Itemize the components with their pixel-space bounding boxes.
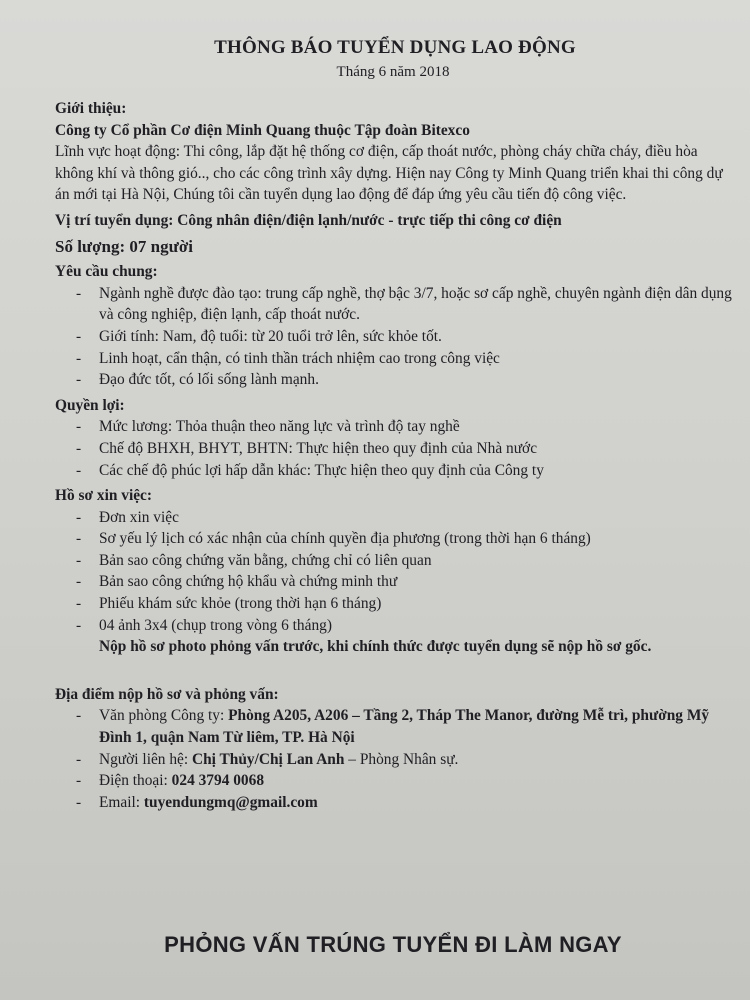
list-item: - Bản sao công chứng văn bằng, chứng chỉ có liên quan (55, 550, 735, 572)
requirements-heading: Yêu cầu chung: (55, 263, 158, 281)
contact-person: Chị Thủy/Chị Lan Anh (192, 750, 345, 768)
intro-paragraph: Lĩnh vực hoạt động: Thi công, lắp đặt hệ thống cơ điện, cấp thoát nước, phòng cháy chữa cháy, điều hòa không khí và thông gió.., cho các công trình xây dựng. Hiện nay Công ty Minh Quang triển khai thi công dự án mới tại Hà Nội, Chúng tôi cần tuyển dụng lao động để đáp ứng yêu cầu tiến độ công việc. (55, 143, 723, 204)
document-date: Tháng 6 năm 2018 (336, 64, 450, 80)
phone-number: 024 3794 0068 (171, 772, 265, 790)
contact-department: – Phòng Nhân sự. (344, 750, 459, 768)
list-item: - Các chế độ phúc lợi hấp dẫn khác: Thực hiện theo quy định của Công ty (55, 460, 735, 482)
footer-slogan: PHỎNG VẤN TRÚNG TUYỂN ĐI LÀM NGAY (164, 932, 622, 957)
benefits-list (55, 416, 735, 481)
office-item (55, 705, 735, 748)
list-item: - Sơ yếu lý lịch có xác nhận của chính quyền địa phương (trong thời hạn 6 tháng) (55, 528, 735, 550)
document-title: THÔNG BÁO TUYỂN DỤNG LAO ĐỘNG (214, 37, 576, 58)
list-item: - Chế độ BHXH, BHYT, BHTN: Thực hiện theo quy định của Nhà nước (55, 438, 735, 460)
company-name: Công ty Cổ phần Cơ điện Minh Quang thuộc Tập đoàn Bitexco (55, 121, 470, 139)
list-item: - 04 ảnh 3x4 (chụp trong vòng 6 tháng) (55, 615, 735, 637)
list-item: - Mức lương: Thỏa thuận theo năng lực và trình độ tay nghề (55, 416, 735, 438)
requirements-list (55, 283, 735, 391)
email-address: tuyendungmq@gmail.com (143, 793, 318, 811)
list-item: - Bản sao công chứng hộ khẩu và chứng minh thư (55, 571, 735, 593)
email-label: Email: (99, 793, 144, 811)
contact-list (55, 705, 735, 813)
list-item: - Đạo đức tốt, có lối sống lành mạnh. (55, 369, 735, 391)
list-item: - Linh hoạt, cẩn thận, có tinh thần trách nhiệm cao trong công việc (55, 348, 735, 370)
contact-item (55, 749, 735, 771)
quantity-label: Số lượng: (55, 236, 130, 256)
list-item: - Ngành nghề được đào tạo: trung cấp nghề, thợ bậc 3/7, hoặc sơ cấp nghề, chuyên ngành điện dân dụng và công nghiệp, điện lạnh, cấp thoát nước. (55, 283, 735, 326)
email-item (55, 792, 735, 814)
list-item: - Phiếu khám sức khỏe (trong thời hạn 6 tháng) (55, 593, 735, 615)
list-item: - Đơn xin việc (55, 507, 735, 529)
office-address: Phòng A205, A206 – Tầng 2, Tháp The Manor, đường Mễ trì, phường Mỹ Đình 1, quận Nam Từ liêm, TP. Hà Nội (99, 707, 710, 747)
position-line: Vị trí tuyển dụng: Công nhân điện/điện lạnh/nước - trực tiếp thi công cơ điện (55, 211, 562, 229)
list-item: - Giới tính: Nam, độ tuổi: từ 20 tuổi trở lên, sức khỏe tốt. (55, 326, 735, 348)
contact-label: Người liên hệ: (99, 750, 192, 768)
intro-heading: Giới thiệu: (55, 100, 127, 117)
documents-heading: Hồ sơ xin việc: (55, 487, 153, 505)
location-heading: Địa điểm nộp hồ sơ và phỏng vấn: (55, 685, 279, 703)
office-label: Văn phòng Công ty: (99, 707, 229, 725)
documents-note: Nộp hồ sơ photo phỏng vấn trước, khi chính thức được tuyển dụng sẽ nộp hồ sơ gốc. (99, 638, 652, 656)
documents-list (55, 507, 735, 637)
benefits-heading: Quyền lợi: (55, 396, 125, 414)
phone-label: Điện thoại: (99, 772, 172, 790)
phone-item (55, 770, 735, 792)
quantity-line (55, 236, 735, 258)
document-body (55, 98, 735, 813)
quantity-value: 07 người (129, 236, 193, 256)
